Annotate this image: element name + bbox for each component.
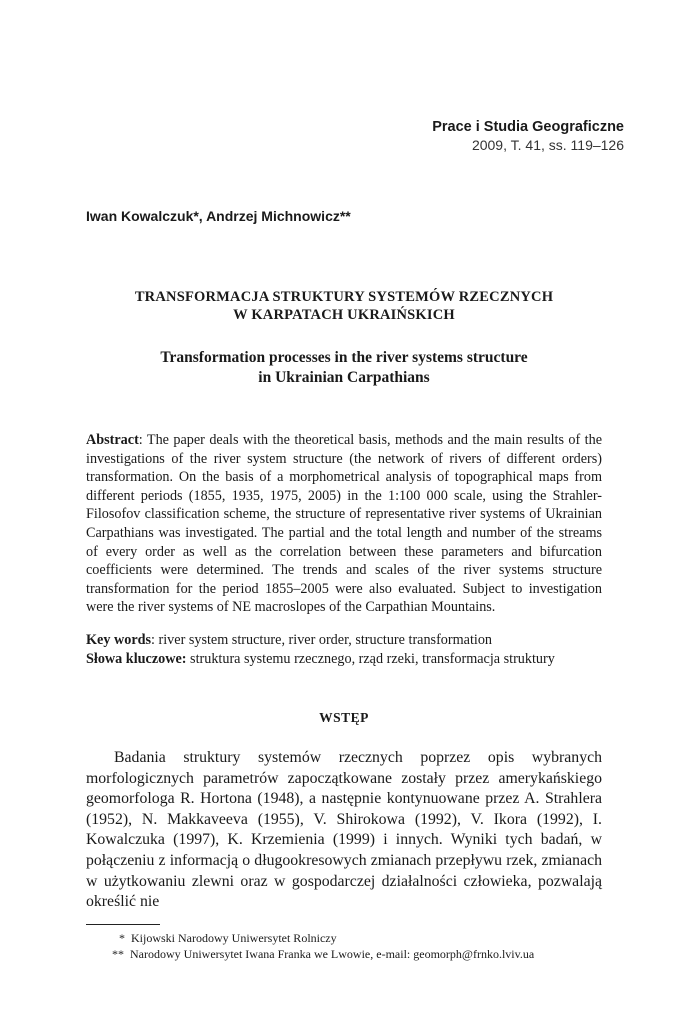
title-english-line-2: in Ukrainian Carpathians — [258, 369, 430, 386]
keywords-polish — [86, 650, 602, 669]
footnote-2-text: Narodowy Uniwersytet Iwana Franka we Lwowie, e-mail: geomorph@frnko.lviv.ua — [130, 947, 535, 961]
title-polish-line-2: W KARPATACH UKRAIŃSKICH — [233, 307, 455, 323]
keywords — [86, 631, 602, 668]
title-polish — [86, 288, 602, 324]
keywords-polish-text: struktura systemu rzecznego, rząd rzeki, transformacja struktury — [186, 650, 555, 667]
title-polish-line-1: TRANSFORMACJA STRUKTURY SYSTEMÓW RZECZNYCH — [134, 289, 554, 305]
section-heading: WSTĘP — [319, 710, 369, 725]
journal-reference: 2009, T. 41, ss. 119–126 — [471, 137, 624, 153]
abstract-label: Abstract — [86, 432, 139, 448]
footnote-divider — [86, 924, 160, 925]
footnote-1-text: Kijowski Narodowy Uniwersytet Rolniczy — [131, 931, 337, 945]
keywords-english-text: : river system structure, river order, structure transformation — [151, 632, 493, 648]
abstract — [86, 431, 602, 617]
journal-name: Prace i Studia Geograficzne — [432, 119, 624, 135]
keywords-english — [86, 631, 602, 650]
footnote-2 — [86, 946, 626, 962]
abstract-text: : The paper deals with the theoretical basis, methods and the main results of the investigations of the river system structure (the network of rivers of different orders) transformation. On the basis of a morphometrical analysis of topographical maps from different periods (1855, 1935, 1975, 2005) in the 1:100 000 scale, using the Strahler-Filosofov classification scheme, the structure of representative river systems of Ukrainian Carpathians was investigated. The partial and the total length and number of the streams of every order as well as the correlation between these parameters and bifurcation coefficients were determined. The trends and scales of the river systems structure transformation for the period 1855–2005 were also evaluated. Subject to investigation were the river systems of NE macroslopes of the Carpathian Mountains. — [86, 432, 602, 616]
body-paragraph: Badania struktury systemów rzecznych poprzez opis wybranych morfologicznych parametrów zapoczątkowane zostały przez amerykańskiego geomorfologa R. Hortona (1948), a następnie kontynuowane przez A. Strahlera (1952), N. Makkaveeva (1955), V. Shirokowa (1992), V. Ikora (1992), I. Kowalczuka (1997), K. Krzemienia (1999) i innych. Wyniki tych badań, w połączeniu z informacją o długookresowych zmianach przepływu rzek, zmianach w użytkowaniu zlewni oraz w gospodarczej działalności człowieka, pozwalają określić nie — [86, 749, 602, 911]
journal-header — [432, 118, 624, 154]
keywords-polish-label: Słowa kluczowe: — [86, 650, 187, 667]
authors: Iwan Kowalczuk*, Andrzej Michnowicz** — [86, 208, 351, 224]
footnote-1-mark: * — [119, 931, 125, 945]
footnote-1 — [86, 930, 626, 946]
keywords-english-label: Key words — [86, 632, 152, 648]
title-english — [86, 348, 602, 388]
footnote-2-mark: ** — [112, 947, 124, 961]
title-english-line-1: Transformation processes in the river systems structure — [160, 349, 528, 366]
footnotes — [86, 930, 626, 962]
